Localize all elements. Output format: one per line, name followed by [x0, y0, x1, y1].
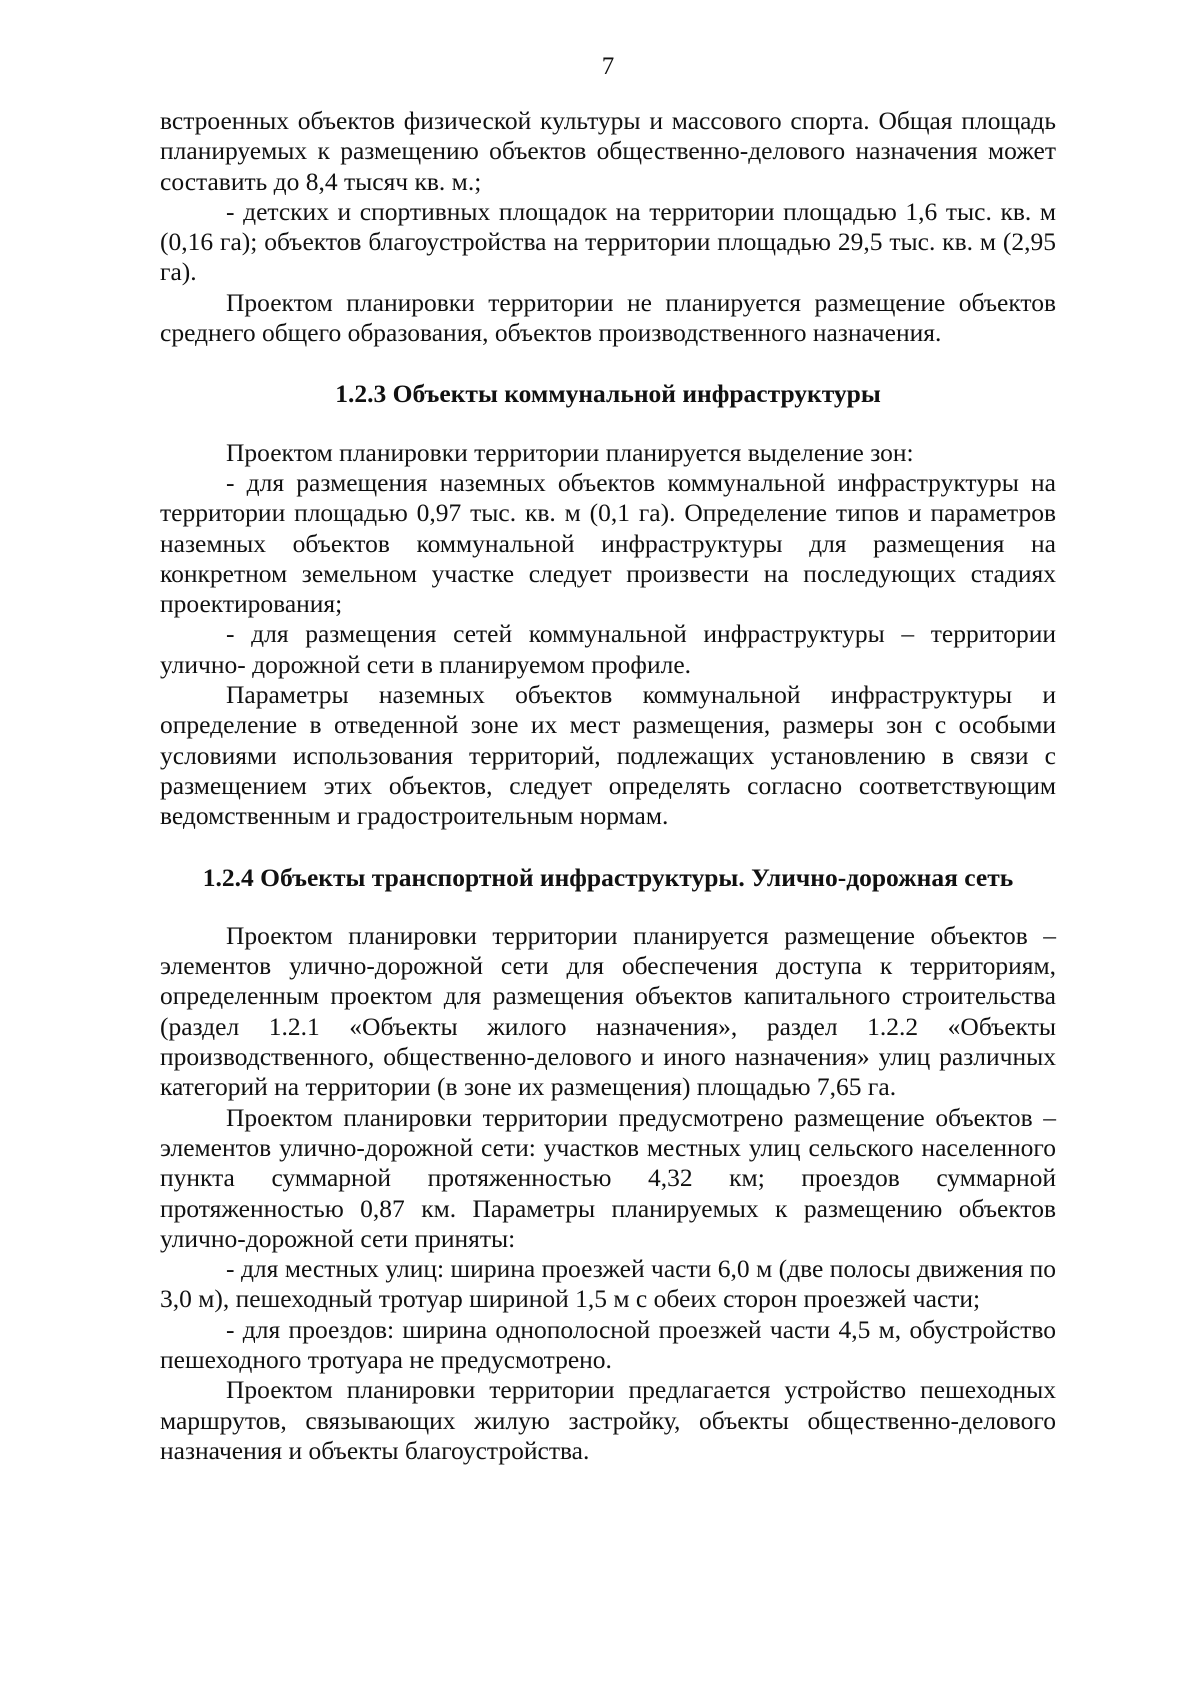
paragraph-playgrounds: - детских и спортивных площадок на территории площадью 1,6 тыс. кв. м (0,16 га); объектов благоустройства на территории площадью 29,5 тыс. кв. м (2,95 га).	[160, 196, 1056, 287]
paragraph-street-network: Проектом планировки территории планируется размещение объектов – элементов улично-дорожной сети для обеспечения доступа к территориям, определенным проектом для размещения объектов капитального строительства (раздел 1.2.1 «Объекты жилого назначения», раздел 1.2.2 «Объекты производственного, общественно-делового и иного назначения» улиц различных категорий на территории (в зоне их размещения) площадью 7,65 га.	[160, 920, 1056, 1102]
paragraph-networks: - для размещения сетей коммунальной инфраструктуры – территории улично- дорожной сети в планируемом профиле.	[160, 619, 1056, 679]
paragraph-street-elements: Проектом планировки территории предусмотрено размещение объектов – элементов улично-дорожной сети: участков местных улиц сельского населенного пункта суммарной протяженностью 4,32 км; проездов суммарной протяженностью 0,87 км. Параметры планируемых к размещению объектов улично-дорожной сети приняты:	[160, 1102, 1056, 1253]
page-content	[160, 106, 1056, 1466]
paragraph-pedestrian-routes: Проектом планировки территории предлагается устройство пешеходных маршрутов, связывающих жилую застройку, объекты общественно-делового назначения и объекты благоустройства.	[160, 1375, 1056, 1465]
paragraph-driveways: - для проездов: ширина однополосной проезжей части 4,5 м, обустройство пешеходного тротуара не предусмотрено.	[160, 1314, 1056, 1374]
paragraph-local-streets: - для местных улиц: ширина проезжей части 6,0 м (две полосы движения по 3,0 м), пешеходный тротуар шириной 1,5 м с обеих сторон проезжей части;	[160, 1254, 1056, 1314]
paragraph-not-planned: Проектом планировки территории не планируется размещение объектов среднего общего образования, объектов производственного назначения.	[160, 287, 1056, 348]
section-heading-communal: 1.2.3 Объекты коммунальной инфраструктуры	[335, 379, 881, 409]
paragraph-ground-objects: - для размещения наземных объектов коммунальной инфраструктуры на территории площадью 0,97 тыс. кв. м (0,1 га). Определение типов и параметров наземных объектов коммунальной инфраструктуры для размещения на конкретном земельном участке следует произвести на последующих стадиях проектирования;	[160, 467, 1056, 619]
paragraph-zones-intro: Проектом планировки территории планируется выделение зон:	[226, 437, 914, 467]
paragraph-parameters: Параметры наземных объектов коммунальной инфраструктуры и определение в отведенной зоне их мест размещения, размеры зон с особыми условиями использования территорий, подлежащих установлению в связи с размещением этих объектов, следует определять согласно соответствующим ведомственным и градостроительным нормам.	[160, 680, 1056, 831]
page-number: 7	[601, 53, 615, 80]
paragraph-continuation: встроенных объектов физической культуры и массового спорта. Общая площадь планируемых к размещению объектов общественно-делового назначения может составить до 8,4 тысяч кв. м.;	[160, 106, 1056, 196]
section-heading-transport: 1.2.4 Объекты транспортной инфраструктуры. Улично-дорожная сеть	[202, 862, 1014, 892]
